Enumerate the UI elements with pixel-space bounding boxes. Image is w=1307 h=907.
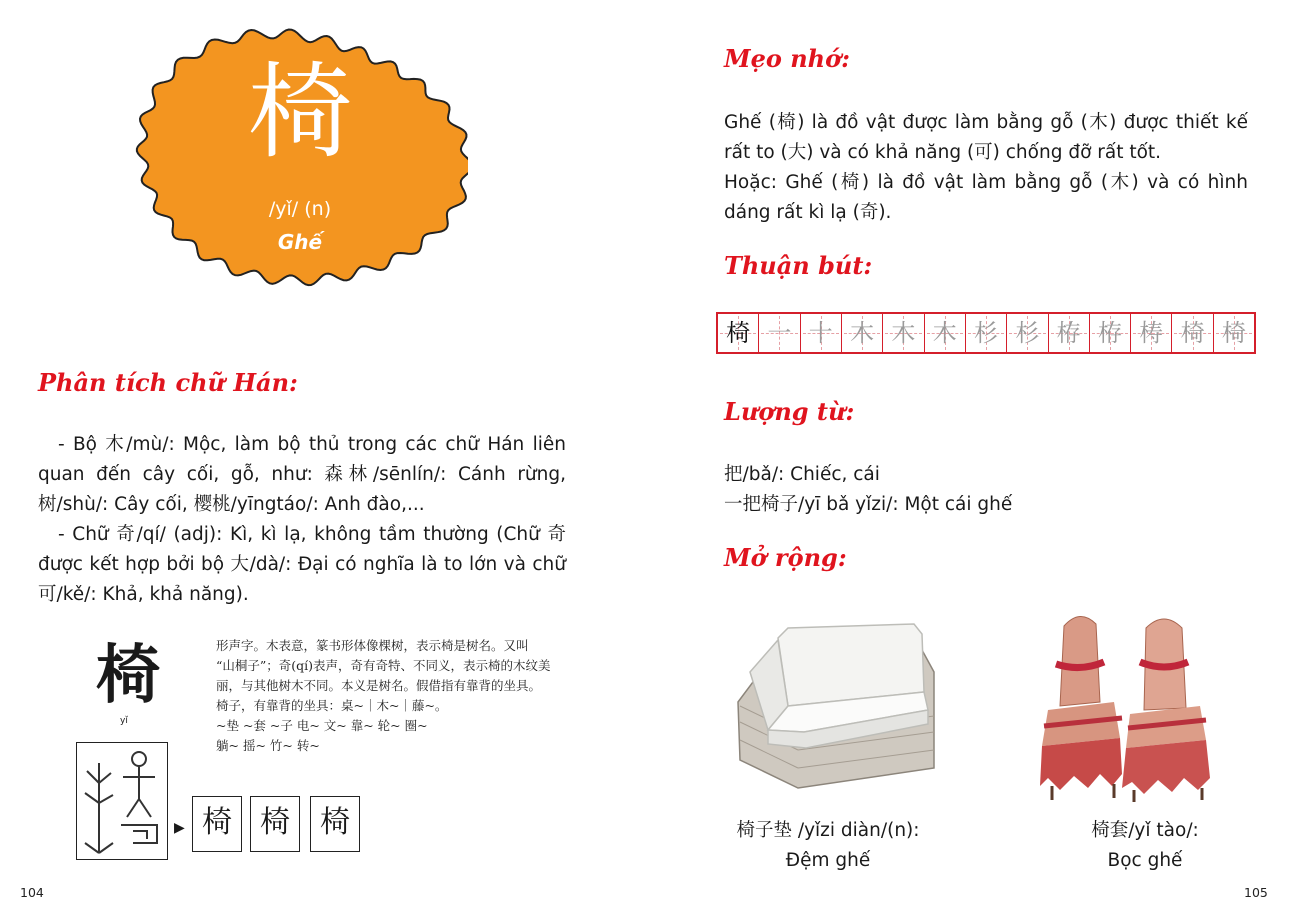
- stroke-cell: 杉: [966, 314, 1007, 352]
- expand-caption: [718, 816, 938, 876]
- dictionary-line: 丽，与其他树木不同。本义是树名。假借指有靠背的坐具。: [216, 678, 542, 693]
- stroke-cell: 椅: [718, 314, 759, 352]
- hero-meaning: Ghế: [277, 230, 323, 254]
- page-number-left: 104: [20, 885, 44, 900]
- dictionary-character: 椅: [96, 638, 160, 713]
- analysis-paragraph: - Bộ 木/mù/: Mộc, làm bộ thủ trong các chữ Hán liên quan đến cây cối, gỗ, như: 森林/sēnlín/: Cánh rừng, 树/shù/: Cây cối, 樱桃/yīngtáo/: Anh đào,...: [38, 434, 566, 515]
- tip-line: Ghế (椅) là đồ vật được làm bằng gỗ (木) được thiết kế rất to (大) và có khả năng (可) chống đỡ rất tốt.: [724, 112, 1248, 163]
- analysis-heading: Phân tích chữ Hán:: [38, 368, 298, 397]
- dictionary-line: 形声字。木表意，篆书形体像棵树，表示椅是树名。又叫: [216, 638, 529, 653]
- analysis-text: [38, 430, 566, 610]
- measure-line: 一把椅子/yī bǎ yǐzi/: Một cái ghế: [724, 494, 1013, 515]
- script-form: 椅: [310, 796, 360, 852]
- dictionary-text: [216, 636, 552, 756]
- measure-word-heading: Lượng từ:: [724, 397, 855, 426]
- tip-text: [724, 108, 1248, 228]
- dictionary-pinyin: yǐ: [120, 716, 128, 726]
- expand-item-meaning: Bọc ghế: [1107, 850, 1183, 871]
- hero-character: 椅: [247, 51, 352, 173]
- dictionary-scan: [70, 630, 570, 870]
- stroke-cell: 木: [842, 314, 883, 352]
- stroke-cell: 梼: [1131, 314, 1172, 352]
- stroke-cell: 栫: [1090, 314, 1131, 352]
- tip-line: Hoặc: Ghế (椅) là đồ vật làm bằng gỗ (木) và có hình dáng rất kì lạ (奇).: [724, 172, 1248, 223]
- stroke-cell: 木: [925, 314, 966, 352]
- expand-item-meaning: Đệm ghế: [785, 850, 871, 871]
- chair-cover-image: [1034, 606, 1248, 802]
- expand-item-title: 椅套/yǐ tào/:: [1091, 820, 1199, 841]
- stroke-order-heading: Thuận bút:: [724, 251, 873, 280]
- analysis-paragraph: - Chữ 奇/qí/ (adj): Kì, kì lạ, không tầm thường (Chữ 奇 được kết hợp bởi bộ 大/dà/: Đại có nghĩa là to lớn và chữ 可/kě/: Khả, khả năng).: [38, 524, 566, 605]
- stroke-cell: 杉: [1007, 314, 1048, 352]
- dictionary-line: ~垫 ~套 ~子 电~ 文~ 靠~ 轮~ 圈~: [216, 718, 428, 733]
- arrow-right-icon: ▶: [174, 820, 185, 836]
- page-number-right: 105: [1244, 885, 1268, 900]
- dictionary-line: “山桐子”；奇(qí)表声，奇有奇特、不同义，表示椅的木纹美: [216, 658, 551, 673]
- character-badge: [132, 22, 468, 294]
- stroke-cell: 椅: [1172, 314, 1213, 352]
- chair-cushion-image: [728, 610, 942, 800]
- dictionary-line: 椅子，有靠背的坐具：桌~｜木~｜藤~。: [216, 698, 448, 713]
- measure-line: 把/bǎ/: Chiếc, cái: [724, 464, 880, 485]
- expand-caption: [1060, 816, 1230, 876]
- stroke-order-grid: [716, 312, 1256, 354]
- stroke-cell: 栫: [1049, 314, 1090, 352]
- script-form: 椅: [250, 796, 300, 852]
- tip-heading: Mẹo nhớ:: [724, 44, 850, 73]
- expand-item-title: 椅子垫 /yǐzi diàn/(n):: [736, 820, 920, 841]
- script-form: 椅: [192, 796, 242, 852]
- expand-heading: Mở rộng:: [724, 543, 847, 572]
- measure-word-text: [724, 460, 1012, 520]
- dictionary-line: 躺~ 摇~ 竹~ 转~: [216, 738, 320, 753]
- seal-script-illustration: [76, 742, 168, 860]
- stroke-cell: 一: [759, 314, 800, 352]
- stroke-cell: 木: [883, 314, 924, 352]
- hero-pinyin: /yǐ/ (n): [268, 198, 332, 220]
- stroke-cell: 十: [801, 314, 842, 352]
- stroke-cell: 椅: [1214, 314, 1254, 352]
